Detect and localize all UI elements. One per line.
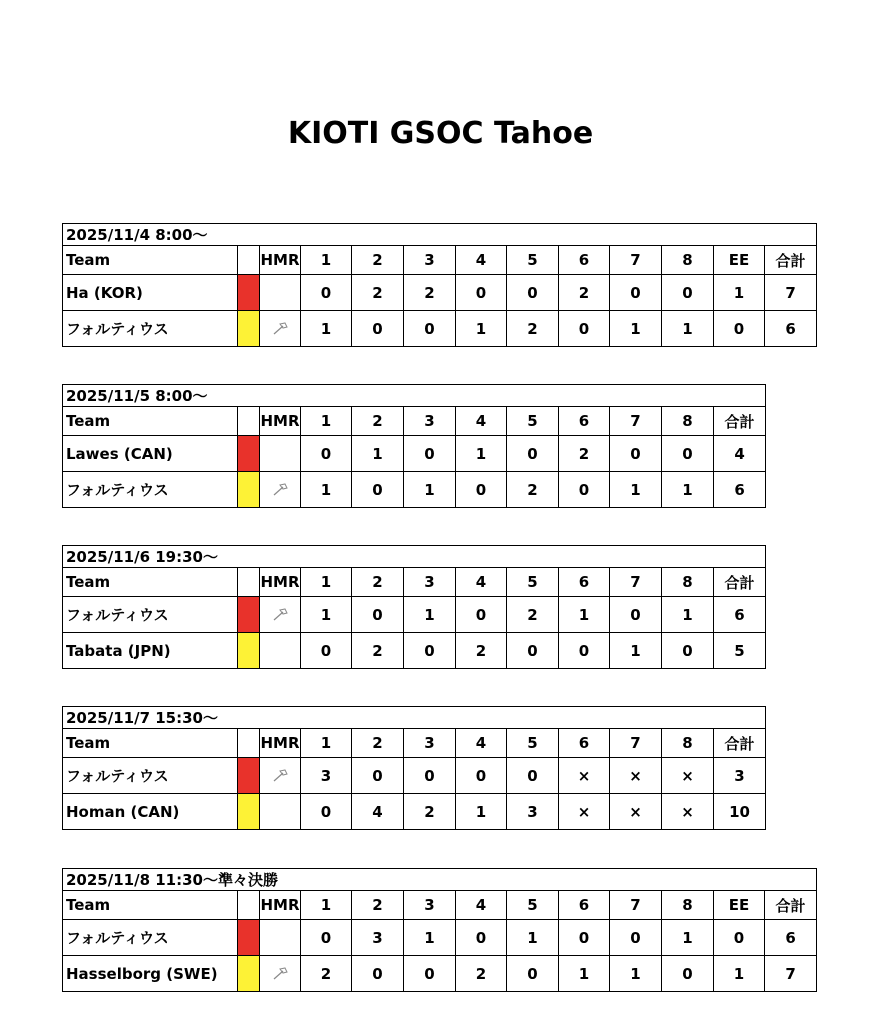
end-column-header: 6 bbox=[559, 729, 610, 758]
end-score: 1 bbox=[404, 472, 456, 508]
end-column-header: 7 bbox=[610, 891, 662, 920]
end-column-header: 3 bbox=[404, 891, 456, 920]
end-column-header: 3 bbox=[404, 568, 456, 597]
hammer-column-header: HMR bbox=[260, 729, 301, 758]
hammer-column-header: HMR bbox=[260, 891, 301, 920]
team-column-header: Team bbox=[63, 891, 238, 920]
hammer-icon bbox=[271, 608, 289, 622]
end-score: 0 bbox=[507, 275, 559, 311]
end-score: 0 bbox=[662, 633, 714, 669]
end-column-header: 3 bbox=[404, 246, 456, 275]
hammer-icon bbox=[271, 483, 289, 497]
end-column-header: 1 bbox=[301, 246, 352, 275]
hammer-cell bbox=[260, 956, 301, 992]
total-score: 6 bbox=[765, 920, 817, 956]
end-score: 2 bbox=[404, 275, 456, 311]
end-column-header: 4 bbox=[456, 891, 507, 920]
end-score: 4 bbox=[352, 794, 404, 830]
end-score: × bbox=[662, 794, 714, 830]
end-column-header: 合計 bbox=[714, 568, 766, 597]
team-name: Tabata (JPN) bbox=[63, 633, 238, 669]
end-score: 0 bbox=[301, 920, 352, 956]
end-score: 0 bbox=[456, 472, 507, 508]
end-score: 1 bbox=[559, 597, 610, 633]
end-score: 1 bbox=[714, 275, 765, 311]
end-score: × bbox=[610, 794, 662, 830]
end-score: 2 bbox=[404, 794, 456, 830]
end-score: 0 bbox=[559, 920, 610, 956]
hammer-cell bbox=[260, 472, 301, 508]
hammer-cell bbox=[260, 436, 301, 472]
team-row bbox=[63, 275, 817, 311]
end-score: 0 bbox=[714, 920, 765, 956]
stone-color-swatch bbox=[238, 472, 260, 508]
end-score: × bbox=[610, 758, 662, 794]
end-column-header: 1 bbox=[301, 407, 352, 436]
end-score: 0 bbox=[404, 311, 456, 347]
end-score: 0 bbox=[352, 472, 404, 508]
stone-column-header bbox=[238, 407, 260, 436]
end-column-header: 4 bbox=[456, 246, 507, 275]
team-name: フォルティウス bbox=[63, 472, 238, 508]
game-scoreboard bbox=[62, 384, 766, 508]
stone-color-swatch bbox=[238, 597, 260, 633]
end-score: 0 bbox=[456, 920, 507, 956]
end-score: 1 bbox=[714, 956, 765, 992]
game-date: 2025/11/8 11:30～準々決勝 bbox=[63, 869, 817, 891]
end-score: 1 bbox=[507, 920, 559, 956]
end-score: 0 bbox=[610, 920, 662, 956]
total-score: 5 bbox=[714, 633, 766, 669]
game-scoreboard bbox=[62, 223, 817, 347]
end-column-header: 5 bbox=[507, 407, 559, 436]
stone-color-swatch bbox=[238, 633, 260, 669]
hammer-cell bbox=[260, 597, 301, 633]
end-column-header: 7 bbox=[610, 246, 662, 275]
end-column-header: 2 bbox=[352, 568, 404, 597]
end-score: 0 bbox=[507, 956, 559, 992]
end-score: 0 bbox=[404, 758, 456, 794]
end-column-header: 8 bbox=[662, 891, 714, 920]
team-row bbox=[63, 920, 817, 956]
end-score: 0 bbox=[456, 275, 507, 311]
end-column-header: 2 bbox=[352, 891, 404, 920]
total-score: 7 bbox=[765, 275, 817, 311]
end-score: × bbox=[559, 794, 610, 830]
end-score: 0 bbox=[610, 275, 662, 311]
end-column-header: 6 bbox=[559, 568, 610, 597]
team-name: フォルティウス bbox=[63, 758, 238, 794]
end-score: × bbox=[559, 758, 610, 794]
team-row bbox=[63, 794, 766, 830]
end-column-header: 6 bbox=[559, 407, 610, 436]
end-score: 1 bbox=[456, 436, 507, 472]
end-score: 0 bbox=[456, 597, 507, 633]
team-name: フォルティウス bbox=[63, 311, 238, 347]
end-score: 1 bbox=[456, 311, 507, 347]
end-score: 1 bbox=[301, 472, 352, 508]
team-name: フォルティウス bbox=[63, 920, 238, 956]
end-score: 0 bbox=[301, 633, 352, 669]
end-score: 1 bbox=[662, 597, 714, 633]
end-column-header: 8 bbox=[662, 568, 714, 597]
end-score: 0 bbox=[507, 436, 559, 472]
end-column-header: 合計 bbox=[714, 407, 766, 436]
stone-column-header bbox=[238, 729, 260, 758]
team-row bbox=[63, 956, 817, 992]
end-score: 3 bbox=[352, 920, 404, 956]
end-score: 1 bbox=[662, 472, 714, 508]
end-column-header: 6 bbox=[559, 891, 610, 920]
end-score: 1 bbox=[301, 311, 352, 347]
total-score: 10 bbox=[714, 794, 766, 830]
hammer-cell bbox=[260, 794, 301, 830]
stone-color-swatch bbox=[238, 275, 260, 311]
game-scoreboard bbox=[62, 545, 766, 669]
hammer-column-header: HMR bbox=[260, 568, 301, 597]
end-score: 0 bbox=[507, 758, 559, 794]
end-score: 0 bbox=[352, 758, 404, 794]
end-score: 1 bbox=[352, 436, 404, 472]
team-column-header: Team bbox=[63, 407, 238, 436]
end-column-header: 2 bbox=[352, 407, 404, 436]
end-score: 0 bbox=[507, 633, 559, 669]
end-score: 1 bbox=[662, 311, 714, 347]
team-row bbox=[63, 311, 817, 347]
end-column-header: 5 bbox=[507, 891, 559, 920]
end-score: 2 bbox=[559, 436, 610, 472]
end-score: 2 bbox=[559, 275, 610, 311]
end-column-header: 5 bbox=[507, 729, 559, 758]
total-score: 3 bbox=[714, 758, 766, 794]
end-score: 1 bbox=[404, 920, 456, 956]
end-score: 0 bbox=[559, 633, 610, 669]
hammer-icon bbox=[271, 769, 289, 783]
game-date: 2025/11/5 8:00～ bbox=[63, 385, 766, 407]
end-score: 2 bbox=[507, 311, 559, 347]
team-name: Ha (KOR) bbox=[63, 275, 238, 311]
game-date: 2025/11/6 19:30～ bbox=[63, 546, 766, 568]
team-row bbox=[63, 758, 766, 794]
total-score: 6 bbox=[765, 311, 817, 347]
end-score: 3 bbox=[507, 794, 559, 830]
end-score: 0 bbox=[456, 758, 507, 794]
end-column-header: 合計 bbox=[714, 729, 766, 758]
stone-color-swatch bbox=[238, 956, 260, 992]
end-score: 1 bbox=[610, 633, 662, 669]
team-column-header: Team bbox=[63, 568, 238, 597]
end-score: 2 bbox=[352, 275, 404, 311]
hammer-cell bbox=[260, 920, 301, 956]
end-column-header: 5 bbox=[507, 246, 559, 275]
end-score: 0 bbox=[662, 956, 714, 992]
end-score: 2 bbox=[352, 633, 404, 669]
end-column-header: 4 bbox=[456, 407, 507, 436]
end-score: 0 bbox=[559, 472, 610, 508]
game-date: 2025/11/7 15:30～ bbox=[63, 707, 766, 729]
end-score: 2 bbox=[456, 633, 507, 669]
total-score: 7 bbox=[765, 956, 817, 992]
end-score: × bbox=[662, 758, 714, 794]
stone-column-header bbox=[238, 246, 260, 275]
end-column-header: 6 bbox=[559, 246, 610, 275]
stone-color-swatch bbox=[238, 311, 260, 347]
hammer-cell bbox=[260, 311, 301, 347]
end-score: 0 bbox=[301, 436, 352, 472]
end-score: 0 bbox=[301, 794, 352, 830]
hammer-cell bbox=[260, 633, 301, 669]
end-column-header: 5 bbox=[507, 568, 559, 597]
team-name: Lawes (CAN) bbox=[63, 436, 238, 472]
hammer-cell bbox=[260, 758, 301, 794]
end-column-header: 1 bbox=[301, 729, 352, 758]
end-score: 1 bbox=[610, 472, 662, 508]
stone-column-header bbox=[238, 568, 260, 597]
end-score: 1 bbox=[456, 794, 507, 830]
end-score: 2 bbox=[301, 956, 352, 992]
end-column-header: 合計 bbox=[765, 246, 817, 275]
team-name: フォルティウス bbox=[63, 597, 238, 633]
end-column-header: 2 bbox=[352, 246, 404, 275]
stone-color-swatch bbox=[238, 794, 260, 830]
end-score: 0 bbox=[404, 633, 456, 669]
end-column-header: 8 bbox=[662, 246, 714, 275]
total-score: 6 bbox=[714, 472, 766, 508]
end-column-header: 8 bbox=[662, 407, 714, 436]
end-score: 0 bbox=[352, 311, 404, 347]
end-column-header: 3 bbox=[404, 407, 456, 436]
end-score: 0 bbox=[404, 956, 456, 992]
total-score: 4 bbox=[714, 436, 766, 472]
end-score: 0 bbox=[662, 275, 714, 311]
end-column-header: EE bbox=[714, 891, 765, 920]
end-score: 0 bbox=[610, 436, 662, 472]
end-column-header: 7 bbox=[610, 568, 662, 597]
team-name: Homan (CAN) bbox=[63, 794, 238, 830]
team-row bbox=[63, 472, 766, 508]
team-column-header: Team bbox=[63, 729, 238, 758]
end-score: 0 bbox=[610, 597, 662, 633]
end-score: 1 bbox=[610, 956, 662, 992]
total-score: 6 bbox=[714, 597, 766, 633]
end-column-header: 4 bbox=[456, 568, 507, 597]
end-column-header: 3 bbox=[404, 729, 456, 758]
hammer-icon bbox=[271, 322, 289, 336]
end-score: 0 bbox=[352, 956, 404, 992]
stone-color-swatch bbox=[238, 758, 260, 794]
game-date: 2025/11/4 8:00～ bbox=[63, 224, 817, 246]
end-score: 2 bbox=[507, 472, 559, 508]
end-score: 0 bbox=[404, 436, 456, 472]
end-score: 1 bbox=[301, 597, 352, 633]
game-scoreboard bbox=[62, 868, 817, 992]
end-score: 3 bbox=[301, 758, 352, 794]
end-column-header: 合計 bbox=[765, 891, 817, 920]
team-row bbox=[63, 633, 766, 669]
team-column-header: Team bbox=[63, 246, 238, 275]
stone-color-swatch bbox=[238, 436, 260, 472]
hammer-column-header: HMR bbox=[260, 246, 301, 275]
end-column-header: 7 bbox=[610, 729, 662, 758]
end-column-header: 1 bbox=[301, 891, 352, 920]
end-score: 1 bbox=[610, 311, 662, 347]
team-row bbox=[63, 436, 766, 472]
team-name: Hasselborg (SWE) bbox=[63, 956, 238, 992]
end-column-header: 7 bbox=[610, 407, 662, 436]
end-column-header: EE bbox=[714, 246, 765, 275]
end-score: 0 bbox=[301, 275, 352, 311]
game-scoreboard bbox=[62, 706, 766, 830]
end-score: 1 bbox=[404, 597, 456, 633]
end-score: 2 bbox=[456, 956, 507, 992]
page-title: KIOTI GSOC Tahoe bbox=[287, 116, 594, 151]
end-column-header: 1 bbox=[301, 568, 352, 597]
hammer-cell bbox=[260, 275, 301, 311]
stone-color-swatch bbox=[238, 920, 260, 956]
hammer-icon bbox=[271, 967, 289, 981]
end-score: 1 bbox=[662, 920, 714, 956]
end-score: 0 bbox=[559, 311, 610, 347]
end-column-header: 8 bbox=[662, 729, 714, 758]
end-column-header: 4 bbox=[456, 729, 507, 758]
hammer-column-header: HMR bbox=[260, 407, 301, 436]
end-score: 2 bbox=[507, 597, 559, 633]
end-score: 1 bbox=[559, 956, 610, 992]
stone-column-header bbox=[238, 891, 260, 920]
team-row bbox=[63, 597, 766, 633]
end-score: 0 bbox=[662, 436, 714, 472]
end-score: 0 bbox=[352, 597, 404, 633]
end-column-header: 2 bbox=[352, 729, 404, 758]
end-score: 0 bbox=[714, 311, 765, 347]
